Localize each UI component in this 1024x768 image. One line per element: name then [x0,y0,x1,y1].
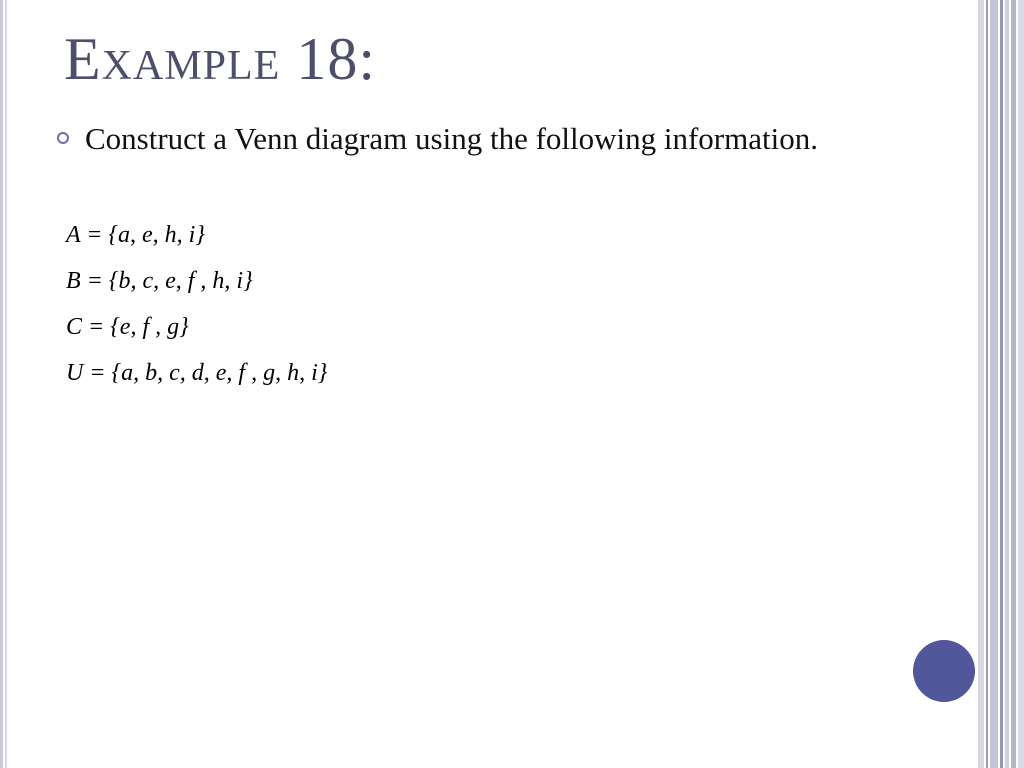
right-stripe [1005,0,1009,768]
right-stripe [990,0,998,768]
right-stripe [986,0,988,768]
bullet-item [54,118,854,160]
bullet-text: Construct a Venn diagram using the following information. [85,121,818,156]
left-border-line [0,0,3,768]
set-definitions [66,212,327,396]
bullet-circle-icon [57,132,69,144]
right-stripe [1018,0,1024,768]
set-b-definition: B = {b, c, e, f , h, i} [66,268,253,294]
decorative-circle [913,640,975,702]
slide-title: Example 18: [64,26,376,92]
right-stripe [1011,0,1016,768]
left-border-line-inner [5,0,7,768]
set-c-definition: C = {e, f , g} [66,314,189,340]
right-stripe [978,0,984,768]
set-u-definition: U = {a, b, c, d, e, f , g, h, i} [66,360,328,386]
right-stripe [1000,0,1003,768]
set-a-definition: A = {a, e, h, i} [66,222,205,248]
